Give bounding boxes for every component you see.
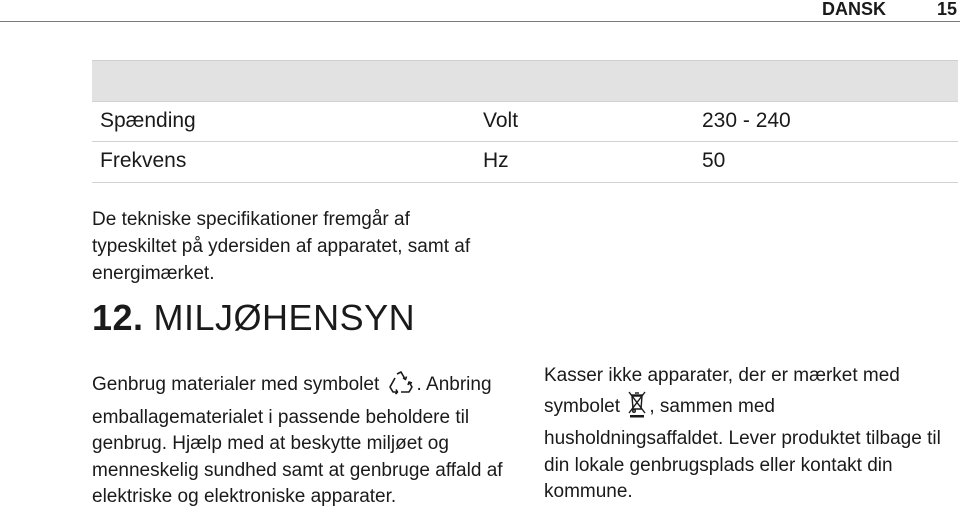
- recycling-text-rest: . Anbring emballagematerialet i passende beholdere til genbrug. Hjælp med at beskytte miljøet og menneskelig sundhed samt at genbruge affald af elektriske og elektroniske apparater.: [92, 374, 503, 507]
- spec-table-header: [92, 60, 958, 101]
- table-row: [92, 142, 958, 183]
- table-row: [92, 101, 958, 142]
- spec-unit: Hz: [483, 149, 509, 172]
- spec-label: Spænding: [100, 109, 196, 132]
- page-number: 15: [937, 0, 958, 19]
- section-number: 12.: [92, 297, 144, 338]
- disposal-text-rest: , sammen med husholdningsaffaldet. Lever produktet tilbage til din lokale genbrugsplads eller kontakt din kommune.: [544, 395, 941, 502]
- crossed-out-wheelie-bin-icon: [627, 390, 647, 427]
- spec-table: [92, 60, 958, 183]
- spec-label: Frekvens: [100, 149, 187, 172]
- section-title: MILJØHENSYN: [153, 297, 416, 338]
- disposal-text-start: Kasser ikke apparater, der er mærket med symbolet: [544, 365, 900, 417]
- recycling-text-start: Genbrug materialer med symbolet: [92, 374, 380, 395]
- disposal-paragraph: [544, 363, 954, 506]
- header-language: DANSK: [822, 0, 887, 19]
- spec-value: 50: [702, 149, 726, 172]
- section-heading: [92, 297, 415, 339]
- spec-unit: Volt: [483, 109, 519, 132]
- header-divider: [0, 21, 960, 22]
- recycling-paragraph: [92, 370, 512, 511]
- recycling-icon: [387, 370, 415, 405]
- spec-value: 230 - 240: [702, 109, 791, 132]
- spec-note: De tekniske specifikationer fremgår af typeskiltet på ydersiden af apparatet, samt af energimærket.: [92, 209, 471, 284]
